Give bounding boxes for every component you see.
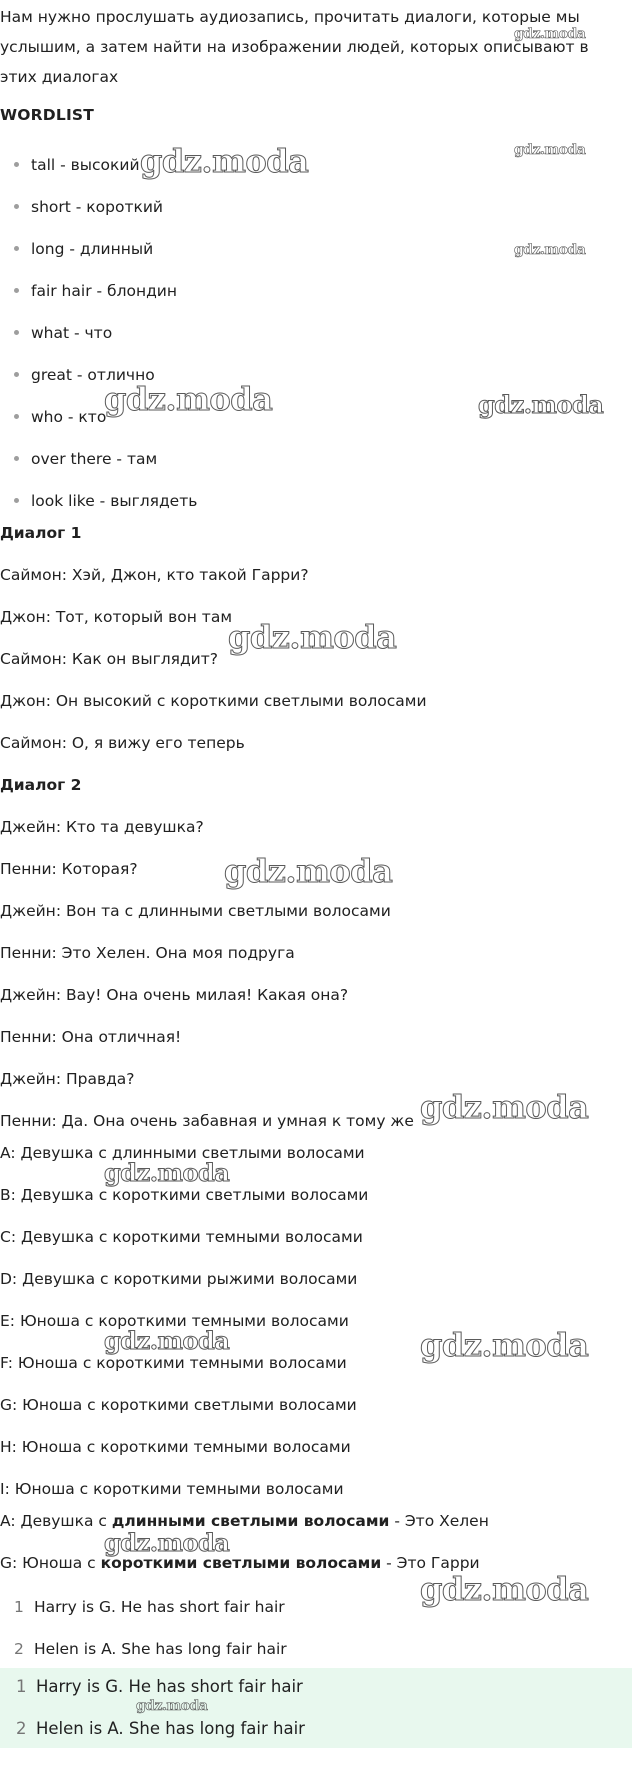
option-line: F: Юноша с короткими темными волосами — [0, 1354, 347, 1372]
wordlist-item: look like - выглядеть — [14, 492, 197, 510]
bullet-icon — [14, 204, 19, 209]
dialog2-line: Пенни: Она отличная! — [0, 1028, 182, 1046]
dialog2-line: Пенни: Да. Она очень забавная и умная к тому же — [0, 1112, 414, 1130]
bullet-icon — [14, 288, 19, 293]
watermark: gdz.moda — [420, 1088, 589, 1126]
answer-line: A: Девушка с длинными светлыми волосами - Это Хелен — [0, 1512, 489, 1530]
dialog1-line: Джон: Он высокий с короткими светлыми волосами — [0, 692, 427, 710]
dialog1-title: Диалог 1 — [0, 524, 82, 542]
option-line: E: Юноша с короткими темными волосами — [0, 1312, 349, 1330]
dialog1-line: Джон: Тот, который вон там — [0, 608, 233, 626]
numbered-item: 2 Helen is A. She has long fair hair — [14, 1640, 287, 1658]
highlighted-item: 1 Harry is G. He has short fair hair — [16, 1677, 303, 1696]
wordlist-item: short - короткий — [14, 198, 163, 216]
watermark: gdz.moda — [136, 1698, 208, 1714]
bullet-icon — [14, 372, 19, 377]
wordlist-item: what - что — [14, 324, 112, 342]
intro-text: Нам нужно прослушать аудиозапись, прочитать диалоги, которые мы услышим, а затем найти на изображении людей, которых описывают в этих диалогах — [0, 8, 589, 86]
watermark: gdz.moda — [420, 1570, 589, 1608]
dialog1-line: Саймон: Как он выглядит? — [0, 650, 218, 668]
option-line: B: Девушка с короткими светлыми волосами — [0, 1186, 369, 1204]
bullet-icon — [14, 456, 19, 461]
bullet-icon — [14, 498, 19, 503]
dialog2-line: Пенни: Которая? — [0, 860, 138, 878]
numbered-item: 1 Harry is G. He has short fair hair — [14, 1598, 285, 1616]
dialog2-line: Джейн: Вон та с длинными светлыми волосами — [0, 902, 391, 920]
watermark: gdz.moda — [514, 242, 586, 258]
bullet-icon — [14, 162, 19, 167]
dialog2-line: Джейн: Кто та девушка? — [0, 818, 204, 836]
answer-line: G: Юноша с короткими светлыми волосами - Это Гарри — [0, 1554, 480, 1572]
watermark: gdz.moda — [104, 1158, 230, 1187]
watermark: gdz.moda — [420, 1326, 589, 1364]
watermark: gdz.moda — [104, 380, 273, 418]
wordlist-item: over there - там — [14, 450, 157, 468]
wordlist-item: long - длинный — [14, 240, 153, 258]
option-line: I: Юноша с короткими темными волосами — [0, 1480, 344, 1498]
watermark: gdz.moda — [224, 852, 393, 890]
watermark: gdz.moda — [478, 390, 604, 419]
wordlist-item: great - отлично — [14, 366, 155, 384]
bullet-icon — [14, 414, 19, 419]
dialog2-line: Джейн: Правда? — [0, 1070, 135, 1088]
option-line: G: Юноша с короткими светлыми волосами — [0, 1396, 357, 1414]
highlighted-item: 2 Helen is A. She has long fair hair — [16, 1719, 305, 1738]
dialog2-title: Диалог 2 — [0, 776, 82, 794]
dialog1-line: Саймон: О, я вижу его теперь — [0, 734, 245, 752]
wordlist-item: tall - высокий — [14, 156, 140, 174]
dialog2-line: Джейн: Вау! Она очень милая! Какая она? — [0, 986, 349, 1004]
dialog1-line: Саймон: Хэй, Джон, кто такой Гарри? — [0, 566, 309, 584]
watermark: gdz.moda — [514, 142, 586, 158]
watermark: gdz.moda — [228, 618, 397, 656]
wordlist-title: WORDLIST — [0, 106, 95, 124]
watermark: gdz.moda — [514, 26, 586, 42]
wordlist-item: fair hair - блондин — [14, 282, 177, 300]
watermark: gdz.moda — [104, 1326, 230, 1355]
wordlist-item: who - кто — [14, 408, 106, 426]
option-line: D: Девушка с короткими рыжими волосами — [0, 1270, 358, 1288]
option-line: A: Девушка с длинными светлыми волосами — [0, 1144, 365, 1162]
watermark: gdz.moda — [140, 142, 309, 180]
bullet-icon — [14, 330, 19, 335]
option-line: H: Юноша с короткими темными волосами — [0, 1438, 351, 1456]
dialog2-line: Пенни: Это Хелен. Она моя подруга — [0, 944, 295, 962]
option-line: C: Девушка с короткими темными волосами — [0, 1228, 363, 1246]
bullet-icon — [14, 246, 19, 251]
watermark: gdz.moda — [104, 1528, 230, 1557]
